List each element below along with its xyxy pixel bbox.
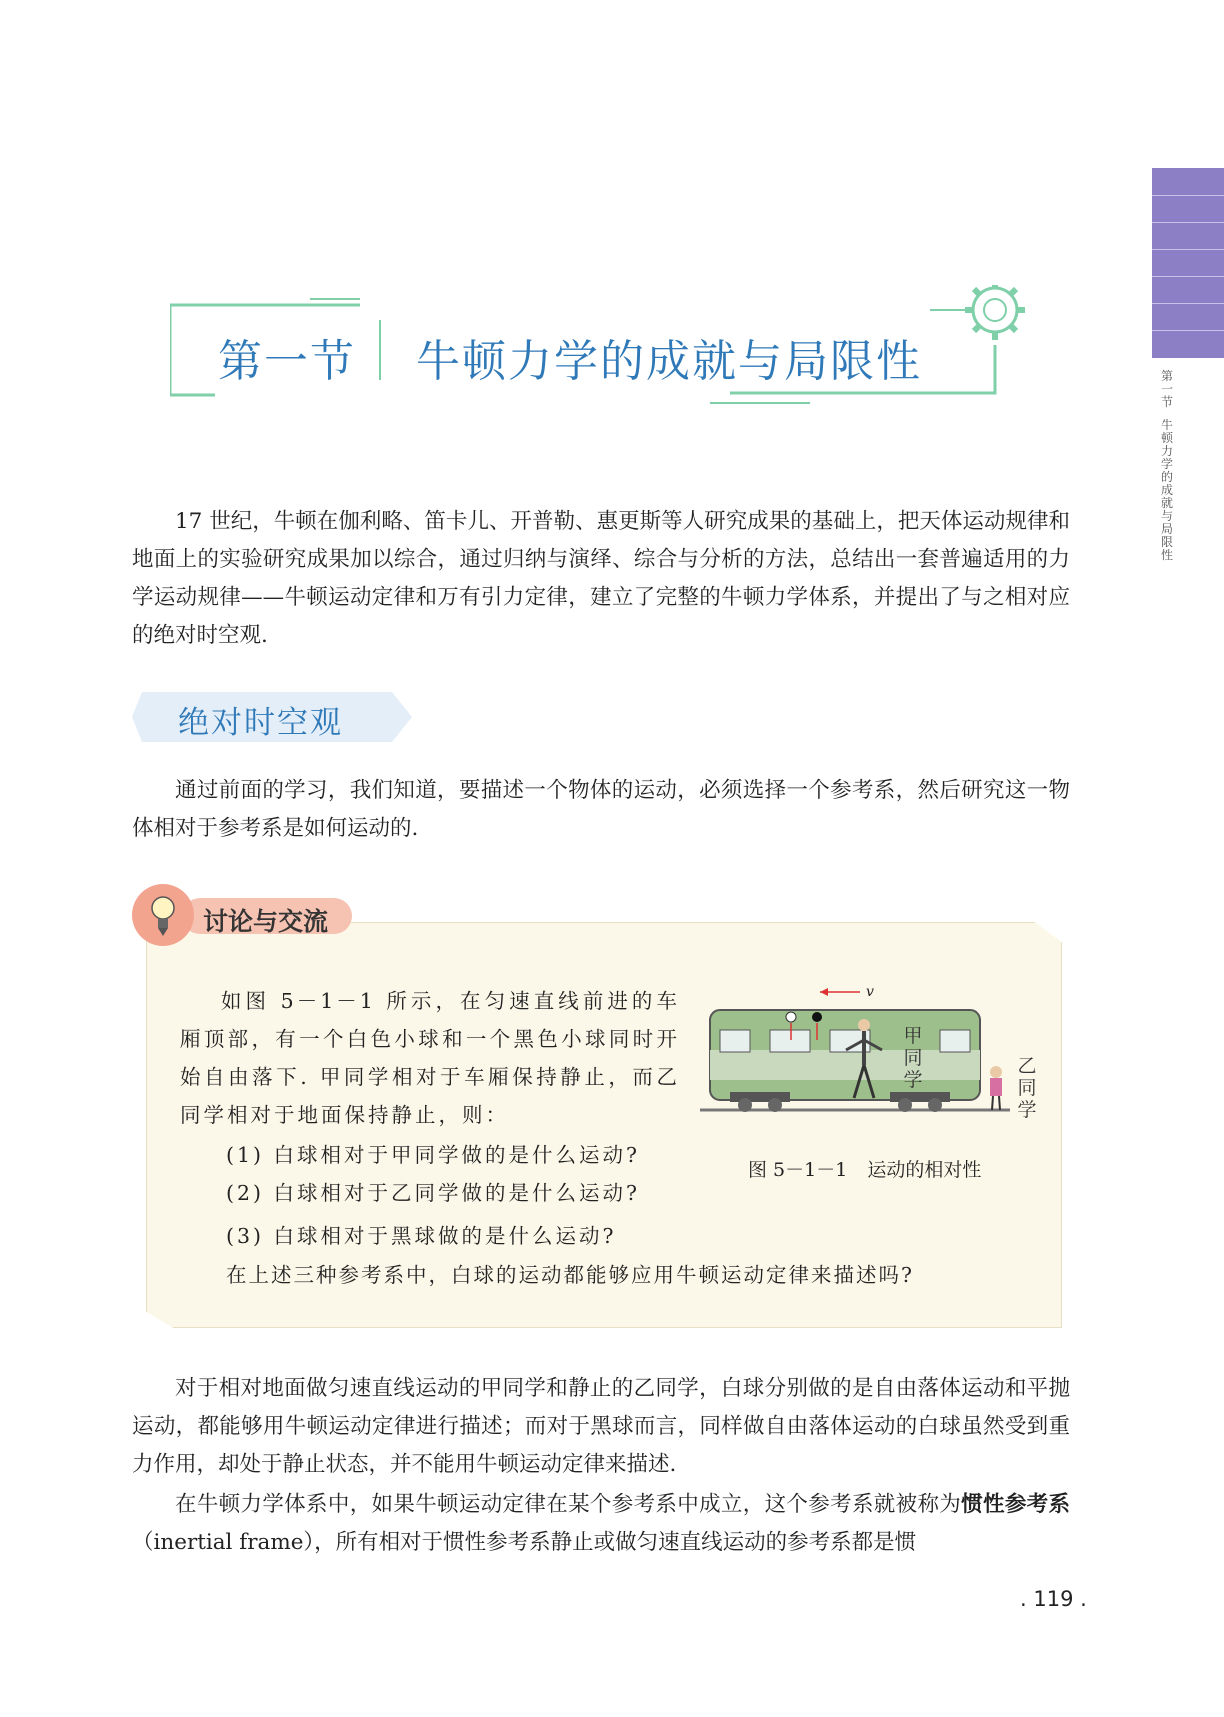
- subsection-title: 绝对时空观: [178, 705, 343, 741]
- black-ball: [812, 1012, 822, 1022]
- question-1: (1) 白球相对于甲同学做的是什么运动?: [226, 1143, 641, 1167]
- gear-icon: [965, 285, 1025, 340]
- section-title-text: 牛顿力学的成就与局限性: [416, 336, 922, 387]
- subsection-paragraph: 通过前面的学习，我们知道，要描述一个物体的运动，必须选择一个参考系，然后研究这一物体相对于参考系是如何运动的.: [132, 778, 1070, 841]
- last-paragraph: [132, 1486, 1070, 1562]
- velocity-label: v: [866, 984, 874, 1000]
- last-paragraph-pre: 在牛顿力学体系中，如果牛顿运动定律在某个参考系中成立，这个参考系就被称为: [175, 1492, 962, 1517]
- chapter-side-tab: [1152, 168, 1224, 358]
- person-b: [990, 1066, 1002, 1110]
- figure-caption: [748, 1155, 981, 1182]
- last-paragraph-block: [132, 1486, 1070, 1562]
- discussion-body: 如图 5－1－1 所示，在匀速直线前进的车厢顶部，有一个白色小球和一个黑色小球同时开始自由落下. 甲同学相对于车厢保持静止，而乙同学相对于地面保持静止，则：: [180, 989, 680, 1127]
- subsection-paragraph-block: [132, 772, 1070, 848]
- intro-paragraph-block: [132, 503, 1070, 655]
- inertial-frame-term: 惯性参考系: [961, 1492, 1070, 1517]
- side-label-part1: 第一节: [1160, 369, 1173, 409]
- discussion-body-block: [180, 982, 680, 1134]
- question-3: (3) 白球相对于黑球做的是什么运动?: [226, 1224, 617, 1248]
- discussion-title: 讨论与交流: [203, 907, 329, 936]
- person-b-label: 乙同学: [1017, 1055, 1037, 1121]
- question-2: (2) 白球相对于乙同学做的是什么运动?: [226, 1181, 641, 1205]
- figure-title: 运动的相对性: [867, 1159, 982, 1181]
- after-paragraph: 对于相对地面做匀速直线运动的甲同学和静止的乙同学，白球分别做的是自由落体运动和平抛运动，都能够用牛顿运动定律进行描述；而对于黑球而言，同样做自由落体运动的白球虽然受到重力作用，却处于静止状态，并不能用牛顿运动定律来描述.: [132, 1376, 1070, 1477]
- side-section-label: [1157, 370, 1177, 562]
- intro-paragraph: 17 世纪，牛顿在伽利略、笛卡儿、开普勒、惠更斯等人研究成果的基础上，把天体运动规律和地面上的实验研究成果加以综合，通过归纳与演绎、综合与分析的方法，总结出一套普遍适用的力学运动规律——牛顿运动定律和万有引力定律，建立了完整的牛顿力学体系，并提出了与之相对应的绝对时空观.: [132, 509, 1070, 648]
- final-question: 在上述三种参考系中，白球的运动都能够应用牛顿运动定律来描述吗?: [226, 1263, 914, 1287]
- last-paragraph-post: （inertial frame），所有相对于惯性参考系静止或做匀速直线运动的参考系都是惯: [132, 1530, 917, 1555]
- white-ball: [786, 1012, 796, 1022]
- train-figure: [700, 980, 1040, 1130]
- section-number: 第一节: [218, 336, 356, 387]
- figure-number: 图 5－1－1: [748, 1159, 848, 1181]
- after-paragraph-block: [132, 1370, 1070, 1484]
- side-label-part2: 牛顿力学的成就与局限性: [1160, 418, 1173, 562]
- page-number: . 119 .: [1020, 1587, 1087, 1611]
- section-title: [218, 325, 922, 389]
- person-a-label: 甲同学: [903, 1025, 923, 1091]
